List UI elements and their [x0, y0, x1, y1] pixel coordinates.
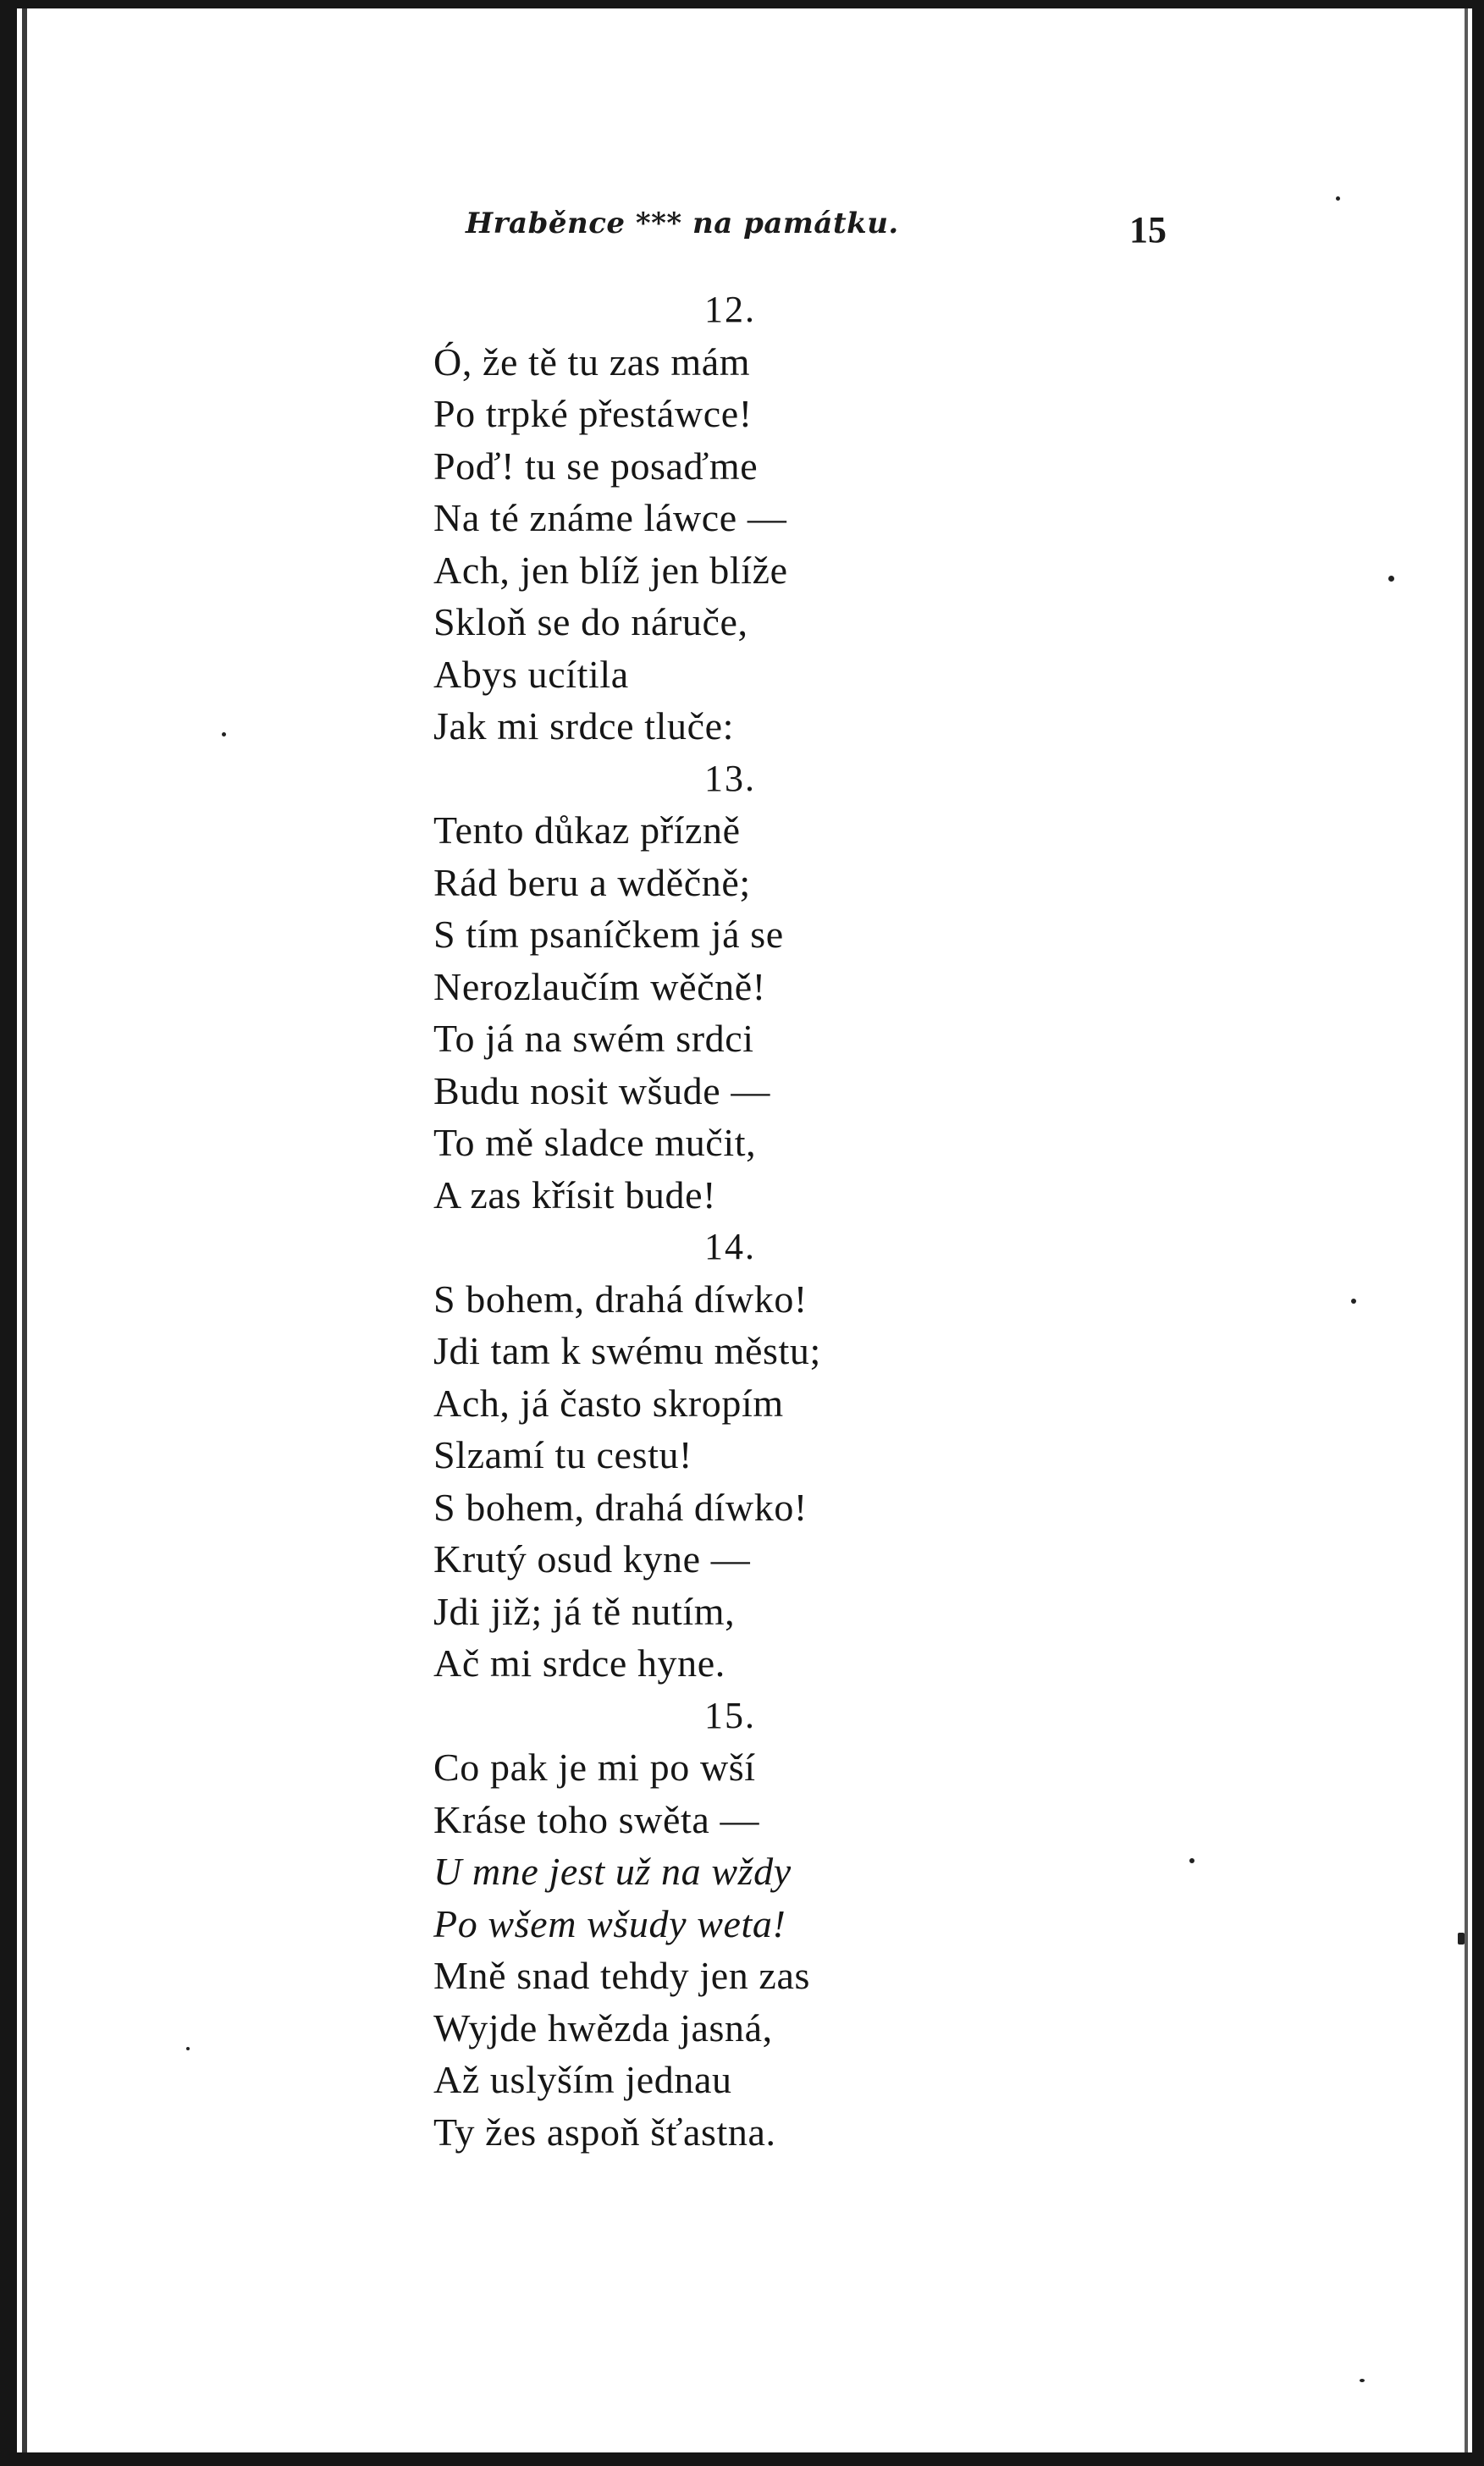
page-number: 15 [1129, 209, 1167, 251]
page-border-left [0, 0, 17, 2466]
verse-line: Ach, já často skropím [433, 1381, 784, 1425]
verse-line: Jdi tam k swému městu; [433, 1329, 821, 1372]
verse-line: Abys ucítila [433, 652, 629, 696]
verse-line: Až uslyším jednau [433, 2058, 732, 2101]
verse-line: To já na swém srdci [433, 1017, 754, 1060]
poem [433, 284, 975, 2158]
verse-line: Na té známe láwce — [433, 496, 787, 539]
verse-line: Ty žes aspoň šťastna. [433, 2110, 776, 2154]
page-border-right-inner [1465, 8, 1468, 2452]
scan-speck [1360, 2379, 1365, 2382]
verse-line: Po wšem wšudy weta! [433, 1901, 786, 1945]
scan-speck [1351, 1299, 1356, 1304]
verse-line: Kráse toho swěta — [433, 1797, 760, 1841]
stanza-number: 15. [704, 1694, 756, 1736]
verse-line: Ach, jen blíž jen blíže [433, 548, 788, 592]
scan-speck [186, 2047, 190, 2050]
verse-line: Mně snad tehdy jen zas [433, 1954, 810, 1997]
verse-line: Ač mi srdce hyne. [433, 1641, 725, 1685]
verse-line: Rád beru a wděčně; [433, 860, 751, 904]
page-border-left-inner [22, 8, 27, 2466]
verse-line: U mne jest už na wždy [433, 1850, 792, 1893]
page-border-right [1472, 0, 1484, 2466]
scan-speck [1458, 1933, 1465, 1945]
verse-line: Po trpké přestáwce! [433, 392, 753, 435]
page-border-bottom [0, 2452, 1484, 2466]
verse-line: Wyjde hwězda jasná, [433, 2005, 773, 2049]
stanza-number: 12. [704, 289, 756, 330]
verse-line: Tento důkaz přízně [433, 808, 741, 852]
stanza-number: 14. [704, 1226, 756, 1267]
verse-line: Nerozlaučím wěčně! [433, 964, 766, 1008]
verse-line: Jak mi srdce tluče: [433, 704, 735, 748]
verse-line: Ó, že tě tu zas mám [433, 339, 751, 383]
running-head: Hraběnce *** na památku. [466, 207, 899, 240]
verse-line: Co pak je mi po wší [433, 1746, 756, 1789]
stanza-number: 13. [704, 757, 756, 799]
scan-speck [1189, 1858, 1194, 1863]
verse-line: S bohem, drahá díwko! [433, 1485, 808, 1529]
verse-line: A zas křísit bude! [433, 1172, 717, 1216]
verse-line: S tím psaníčkem já se [433, 913, 784, 956]
page-border-top [0, 0, 1484, 8]
verse-line: S bohem, drahá díwko! [433, 1277, 808, 1321]
verse-line: Skloň se do náruče, [433, 600, 748, 643]
verse-line: Jdi již; já tě nutím, [433, 1589, 736, 1633]
verse-line: Slzamí tu cestu! [433, 1433, 692, 1476]
verse-line: Krutý osud kyne — [433, 1537, 751, 1581]
verse-line: To mě sladce mučit, [433, 1121, 757, 1164]
scan-speck [222, 732, 226, 736]
verse-line: Poď! tu se posaďme [433, 444, 759, 488]
scan-speck [1388, 576, 1394, 582]
scan-speck [1336, 196, 1340, 201]
verse-line: Budu nosit wšude — [433, 1068, 770, 1112]
